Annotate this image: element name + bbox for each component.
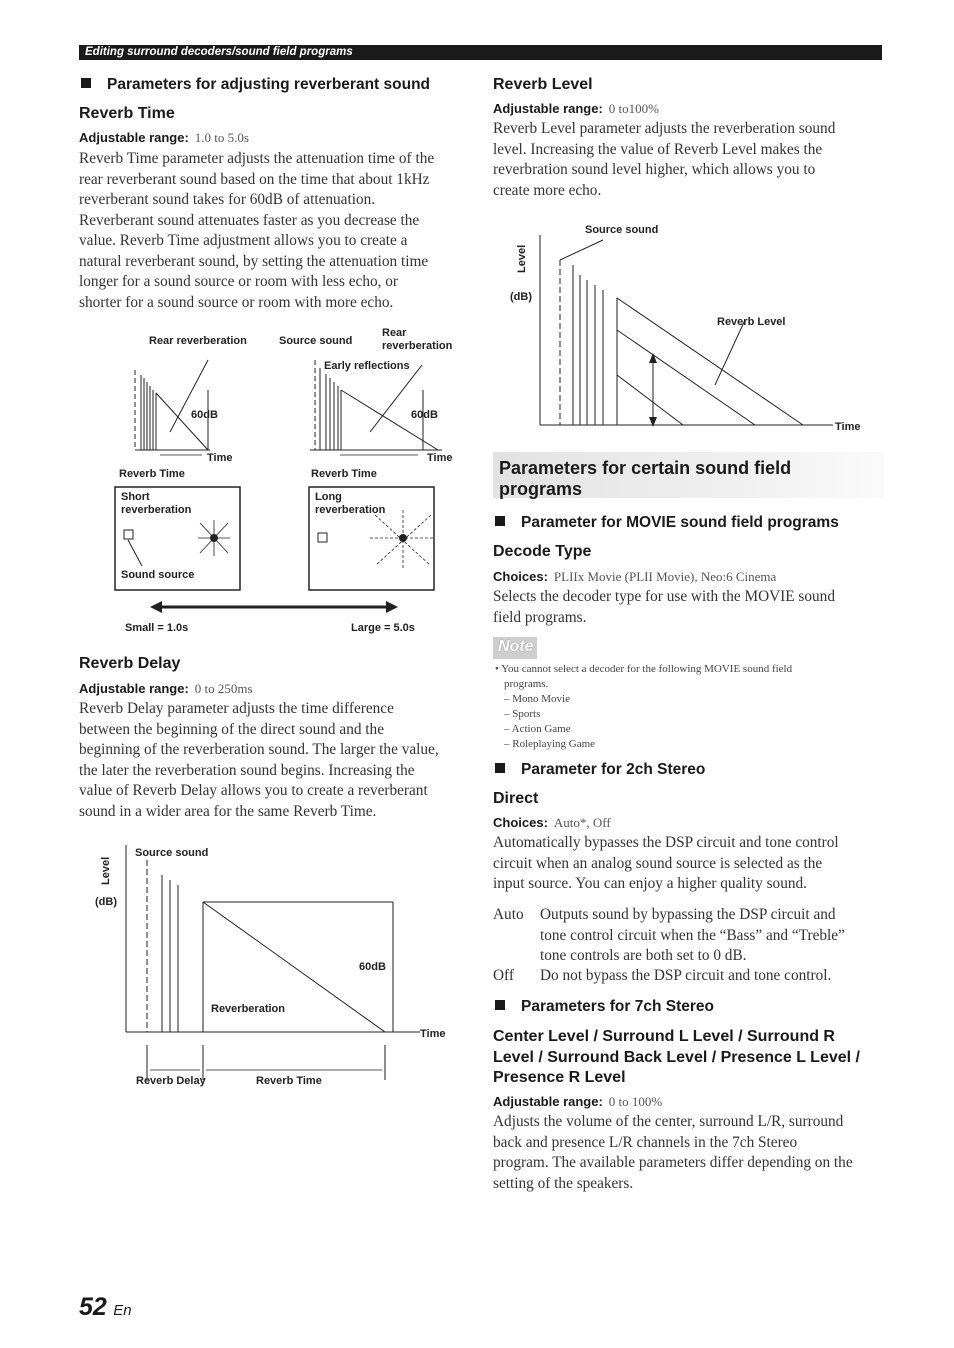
label-early-reflections: Early reflections [324,360,410,372]
scale-arrow [150,601,398,613]
text-line: Automatically bypasses the DSP circuit and tone control [493,834,839,851]
label-level: Level [516,244,528,273]
text-line: shorter for a sound source or room with more echo. [79,293,394,311]
direct-choices [493,815,611,831]
page-number-value: 52 [79,1293,107,1321]
long-decay-plot [310,360,442,455]
choices-label: Choices: [493,815,548,830]
note-line: – Roleplaying Game [504,738,596,750]
label-rear: Rear [382,327,407,339]
text-line: natural reverberant sound, by setting the attenuation time [79,252,429,270]
section-heading-text: Parameter for 2ch Stereo [521,761,706,778]
label-db: (dB) [95,896,117,908]
text-line: value of Reverb Delay allows you to create a reverberant [79,782,428,799]
bullet-square-icon [81,78,91,88]
range-label: Adjustable range: [493,1094,603,1109]
pointer-line [128,540,142,566]
speaker-icon [318,533,327,542]
header-title: Editing surround decoders/sound field programs [85,46,353,58]
label-source-sound: Source sound [585,224,659,236]
label-short-reverberation: reverberation [121,504,192,516]
text-line: Selects the decoder type for use with the MOVIE sound [493,588,835,605]
range-value: 0 to100% [608,101,659,116]
header-bar [79,45,882,60]
definition-term: Auto [493,906,524,923]
text-line: Outputs sound by bypassing the DSP circuit and [540,906,836,923]
label-reverberation: reverberation [382,340,453,352]
note-label: Note [498,638,534,655]
note-text [495,662,885,752]
label-reverb-level: Reverb Level [717,316,786,328]
page-number [79,1293,132,1322]
range-label: Adjustable range: [493,101,603,116]
decode-type-choices [493,569,776,585]
label-60db: 60dB [359,961,386,973]
channel-levels-title [493,1027,860,1089]
text-line: input source. You can enjoy a higher quality sound. [493,875,807,892]
label-time-short: Time [207,452,233,464]
text-line: reverbration sound level higher, which allows you to [493,161,816,178]
text-line: beginning of the reverberation sound. The larger the value, [79,741,439,758]
bullet-square-icon [495,516,505,526]
bullet-square-icon [495,763,505,773]
definition-description [540,905,880,967]
programs-banner [493,452,883,498]
label-reverb-time-long: Reverb Time [311,468,377,480]
text-line: Reverberant sound attenuates faster as you decrease the [79,211,420,229]
label-level: Level [100,856,112,885]
text-line: circuit when an analog sound source is selected as the [493,854,823,872]
reverb-time-range [79,130,249,146]
section-heading-reverberant [81,76,430,94]
range-label: Adjustable range: [79,130,189,145]
label-source-sound: Source sound [279,335,353,347]
note-line: – Mono Movie [504,693,570,705]
choices-value: PLIIx Movie (PLII Movie), Neo:6 Cinema [553,569,777,584]
decode-type-description [493,587,888,628]
reverb-level-description [493,119,888,201]
text-line: Reverb Level parameter adjusts the reverberation sound [493,120,836,137]
bullet-square-icon [495,1000,505,1010]
text-line: sound in a wider area for the same Reverb Time. [79,802,377,820]
text-line: field programs. [493,608,587,626]
label-time: Time [420,1028,446,1040]
label-small: Small = 1.0s [125,622,189,634]
direct-title: Direct [493,790,539,807]
label-reverberation: Reverberation [211,1003,285,1015]
reverb-time-figure [100,320,480,640]
section-heading-7ch [495,998,714,1016]
text-line: reverberant sound takes for 60dB of attenuation. [79,191,376,208]
direct-description [493,833,888,895]
label-reverb-time-short: Reverb Time [119,468,185,480]
text-line: tone control circuit when the “Bass” and “Treble” [540,926,845,944]
note-line: • You cannot select a decoder for the following MOVIE sound field [495,663,793,675]
range-value: 0 to 100% [608,1094,663,1109]
label-reverb-delay: Reverb Delay [136,1075,206,1087]
section-heading-text: Parameters for adjusting reverberant sound [107,76,431,93]
text-line: program. The available parameters differ depending on the [493,1154,853,1171]
text-line: value. Reverb Time adjustment allows you to create a [79,232,408,249]
short-decay-plot [135,360,210,455]
text-line: back and presence L/R channels in the 7ch Stereo [493,1133,798,1151]
text-line: longer for a sound source or room with less echo, or [79,273,399,290]
programs-banner-title [499,458,791,500]
label-short: Short [121,491,150,503]
reverb-delay-figure [90,840,460,1095]
long-reflection-lines [370,510,434,570]
title-line: Level / Surround Back Level / Presence L Level / [493,1048,860,1066]
banner-line: programs [499,479,583,499]
level-plot [540,235,833,425]
definition-off [493,966,888,987]
definition-term: Off [493,967,514,984]
range-label: Adjustable range: [79,681,189,696]
text-line: create more echo. [493,181,602,199]
arrow-up-icon [649,353,657,363]
section-heading-2ch [495,761,705,779]
label-long-reverberation: reverberation [315,504,386,516]
note-line: – Sports [504,708,541,720]
section-heading-text: Parameters for 7ch Stereo [521,998,714,1015]
reverb-level-range [493,101,659,117]
text-line: rear reverberant sound based on the time that about 1kHz [79,170,430,188]
title-line: Center Level / Surround L Level / Surround R [493,1028,835,1045]
text-line: Reverb Time parameter adjusts the attenuation time of the [79,150,435,167]
reverb-delay-description [79,699,474,822]
definition-description: Do not bypass the DSP circuit and tone control. [540,967,832,984]
definition-auto [493,905,888,967]
label-time: Time [835,421,861,433]
choices-value: Auto*, Off [553,815,611,830]
note-badge [493,637,537,659]
text-line: level. Increasing the value of Reverb Level makes the [493,140,823,158]
text-line: between the beginning of the direct sound and the [79,720,384,738]
range-value: 0 to 250ms [194,681,253,696]
label-60db-short: 60dB [191,409,218,421]
text-line: Reverb Delay parameter adjusts the time difference [79,700,394,717]
page-language: En [113,1302,132,1319]
title-line: Presence R Level [493,1069,626,1086]
banner-line: Parameters for certain sound field [499,458,792,478]
reverb-delay-range [79,681,253,697]
note-line: – Action Game [504,723,571,735]
text-line: the later the reverberation sound begins. Increasing the [79,761,415,779]
label-db: (dB) [510,291,532,303]
reverb-time-title: Reverb Time [79,105,175,122]
section-heading-text: Parameter for MOVIE sound field programs [521,514,839,531]
reverb-level-figure [505,220,875,435]
range-value: 1.0 to 5.0s [194,130,249,145]
label-long: Long [315,491,342,503]
label-rear-reverberation: Rear reverberation [149,335,247,347]
speaker-icon [124,530,133,539]
short-reflection-lines [198,520,230,556]
label-time-long: Time [427,452,453,464]
note-line: programs. [504,678,549,690]
label-source-sound: Source sound [135,847,209,859]
channel-levels-description [493,1112,888,1194]
text-line: setting of the speakers. [493,1174,634,1192]
channel-levels-range [493,1094,662,1110]
label-sound-source: Sound source [121,569,195,581]
label-60db-long: 60dB [411,409,438,421]
reverb-time-description [79,149,469,313]
label-large: Large = 5.0s [351,622,415,634]
section-heading-movie [495,514,839,532]
reverb-delay-title: Reverb Delay [79,655,181,672]
text-line: Adjusts the volume of the center, surround L/R, surround [493,1113,844,1130]
label-reverb-time: Reverb Time [256,1075,322,1087]
reverb-level-title: Reverb Level [493,76,593,93]
choices-label: Choices: [493,569,548,584]
decode-type-title: Decode Type [493,543,592,560]
text-line: tone controls are both set to 0 dB. [540,947,747,964]
